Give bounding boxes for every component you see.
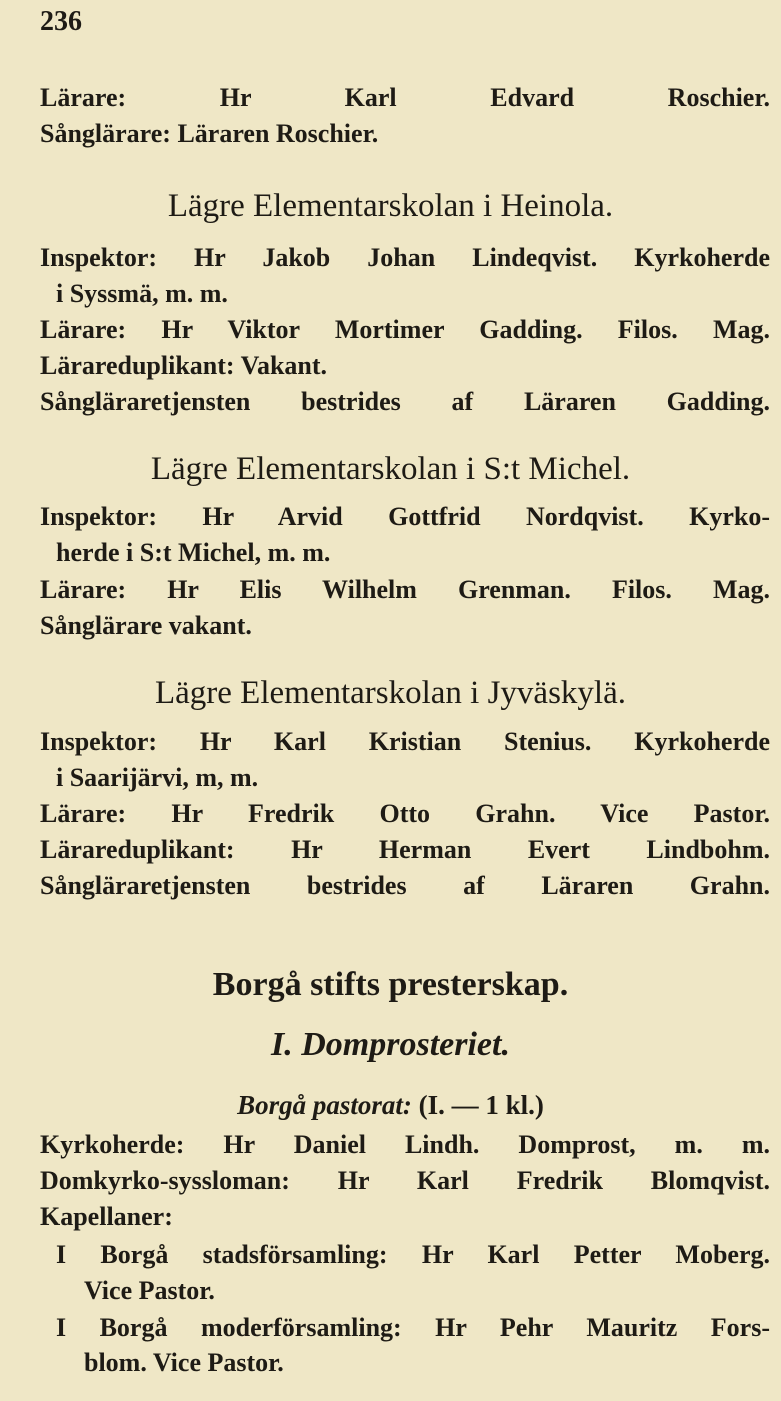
text-line: Inspektor: Hr Arvid Gottfrid Nordqvist. Kyrko- xyxy=(40,502,770,531)
section-heading: Lägre Elementarskolan i Heinola. xyxy=(167,188,614,224)
text-line: i Saarijärvi, m, m. xyxy=(56,763,259,792)
pastorat-class: (I. — 1 kl.) xyxy=(418,1090,544,1120)
text-line: Domkyrko-syssloman: Hr Karl Fredrik Blomqvist. xyxy=(40,1166,770,1195)
subheading: I. Domprosteriet. xyxy=(271,1026,510,1063)
main-heading: Borgå stifts presterskap. xyxy=(212,966,569,1003)
text-line: Sånglärare vakant. xyxy=(40,611,252,640)
text-line: Kapellaner: xyxy=(40,1202,173,1231)
text-line: Inspektor: Hr Karl Kristian Stenius. Kyrkoherde xyxy=(40,727,770,756)
text-line: i Syssmä, m. m. xyxy=(56,279,228,308)
text-line: Lärareduplikant: Vakant. xyxy=(40,351,328,380)
text-line: I Borgå stadsförsamling: Hr Karl Petter Moberg. xyxy=(56,1240,770,1269)
text-line: Lärareduplikant: Hr Herman Evert Lindbohm. xyxy=(40,835,770,864)
text-line: Sånglärare: Läraren Roschier. xyxy=(40,119,379,148)
text-line: Vice Pastor. xyxy=(84,1276,215,1305)
text-line: blom. Vice Pastor. xyxy=(84,1348,284,1377)
pastorat-heading xyxy=(0,1085,781,1125)
text-line: Inspektor: Hr Jakob Johan Lindeqvist. Kyrkoherde xyxy=(40,243,770,272)
text-line: Lärare: Hr Viktor Mortimer Gadding. Filos. Mag. xyxy=(40,315,770,344)
text-line: Lärare: Hr Karl Edvard Roschier. xyxy=(40,83,770,112)
text-line: Lärare: Hr Fredrik Otto Grahn. Vice Pastor. xyxy=(40,799,770,828)
text-line: Lärare: Hr Elis Wilhelm Grenman. Filos. Mag. xyxy=(40,575,770,604)
section-heading: Lägre Elementarskolan i S:t Michel. xyxy=(150,451,631,487)
page-number: 236 xyxy=(40,6,82,37)
text-line: Sångläraretjensten bestrides af Läraren Grahn. xyxy=(40,871,770,900)
text-line: Kyrkoherde: Hr Daniel Lindh. Domprost, m. m. xyxy=(40,1130,770,1159)
text-line: herde i S:t Michel, m. m. xyxy=(56,538,331,567)
text-line: I Borgå moderförsamling: Hr Pehr Mauritz Fors- xyxy=(56,1313,770,1342)
text-line: Sångläraretjensten bestrides af Läraren Gadding. xyxy=(40,387,770,416)
section-heading: Lägre Elementarskolan i Jyväskylä. xyxy=(154,675,626,711)
pastorat-name: Borgå pastorat: xyxy=(237,1090,412,1120)
